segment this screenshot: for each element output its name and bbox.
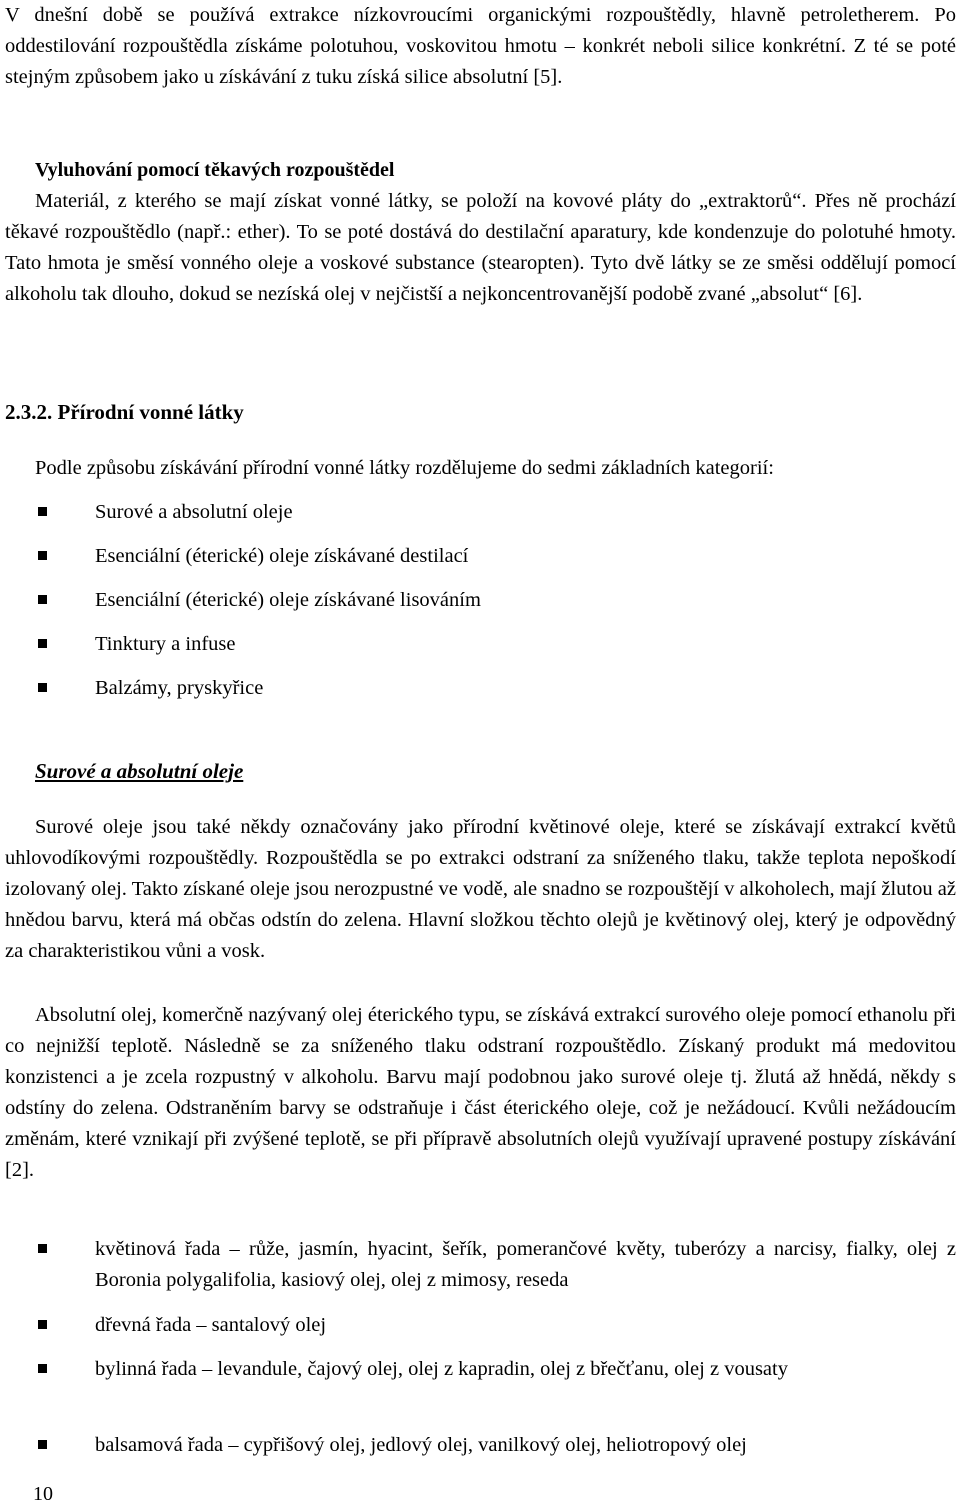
square-bullet-icon xyxy=(38,551,47,560)
square-bullet-icon xyxy=(38,1320,47,1329)
intro-paragraph: V dnešní době se používá extrakce nízkovroucími organickými rozpouštědly, hlavně petroletherem. Po oddestilování rozpouštědla získáme polotuhou, voskovitou hmotu – konkrét neboli silice konkrétní. Z té se poté stejným způsobem jako u získávání z tuku získá silice absolutní [5]. xyxy=(5,4,956,88)
page-number: 10 xyxy=(33,1483,53,1505)
scent-series-text: balsamová řada – cypřišový olej, jedlový olej, vanilkový olej, heliotropový olej xyxy=(95,1434,747,1456)
scent-series-text: dřevná řada – santalový olej xyxy=(95,1314,327,1336)
section-title: 2.3.2. Přírodní vonné látky xyxy=(5,400,244,424)
category-label: Balzámy, pryskyřice xyxy=(95,677,264,699)
square-bullet-icon xyxy=(38,595,47,604)
scent-series-text: květinová řada – růže, jasmín, hyacint, šeřík, pomerančové květy, tuberózy a narcisy, fialky, olej z Boronia polygalifolia, kasiový olej, olej z mimosy, reseda xyxy=(95,1238,956,1291)
category-label: Tinktury a infuse xyxy=(95,633,236,655)
volatile-solvent-paragraph: Materiál, z kterého se mají získat vonné látky, se položí na kovové pláty do „extraktorů“. Přes ně prochází těkavé rozpouštědlo (např.: ether). To se poté dostává do destilační aparatury, kde kondenzuje do polotuhé hmoty. Tato hmota je směsí vonného oleje a voskové substance (stearopten). Tyto dvě látky se ze směsi oddělují pomocí alkoholu tak dlouho, dokud se nezíská olej v nejčistší a nejkoncentrovanější podobě zvané „absolut“ [6]. xyxy=(5,190,956,305)
raw-oils-heading: Surové a absolutní oleje xyxy=(35,759,244,783)
square-bullet-icon xyxy=(38,1364,47,1373)
square-bullet-icon xyxy=(38,507,47,516)
square-bullet-icon xyxy=(38,683,47,692)
raw-oils-paragraph: Surové oleje jsou také někdy označovány jako přírodní květinové oleje, které se získávají extrakcí květů uhlovodíkovými rozpouštědly. Rozpouštědla se po extrakci odstraní za sníženého tlaku, takže teplota nepoškodí izolovaný olej. Takto získané oleje jsou nerozpustné ve vodě, ale snadno se rozpouštějí v alkoholech, mají žlutou až hnědou barvu, která má občas odstín do zelena. Hlavní složkou těchto olejů je květinový olej, který je odpovědný za charakteristikou vůni a vosk. xyxy=(5,816,956,962)
category-label: Esenciální (éterické) oleje získávané lisováním xyxy=(95,589,481,611)
absolute-oil-paragraph: Absolutní olej, komerčně nazývaný olej éterického typu, se získává extrakcí surového oleje pomocí ethanolu při co nejnižší teplotě. Následně se za sníženého tlaku odstraní rozpouštědlo. Získaný produkt má medovitou konzistenci a je zcela rozpustný v alkoholu. Barvu mají podobnou jako surové oleje tj. žlutá až hnědá, někdy s odstíny do zelena. Odstraněním barvy se odstraňuje i část éterického oleje, což je nežádoucí. Kvůli nežádoucím změnám, které vznikají při zvýšené teplotě, se při přípravě absolutních olejů využívají upravené postupy získávání [2]. xyxy=(5,1004,956,1181)
square-bullet-icon xyxy=(38,1244,47,1253)
category-label: Esenciální (éterické) oleje získávané destilací xyxy=(95,545,469,567)
square-bullet-icon xyxy=(38,1440,47,1449)
square-bullet-icon xyxy=(38,639,47,648)
volatile-solvent-heading: Vyluhování pomocí těkavých rozpouštědel xyxy=(35,159,395,181)
category-label: Surové a absolutní oleje xyxy=(95,501,293,523)
scent-series-text: bylinná řada – levandule, čajový olej, olej z kapradin, olej z břečťanu, olej z vousaty xyxy=(95,1358,788,1380)
section-intro: Podle způsobu získávání přírodní vonné látky rozdělujeme do sedmi základních kategorií: xyxy=(35,457,774,479)
